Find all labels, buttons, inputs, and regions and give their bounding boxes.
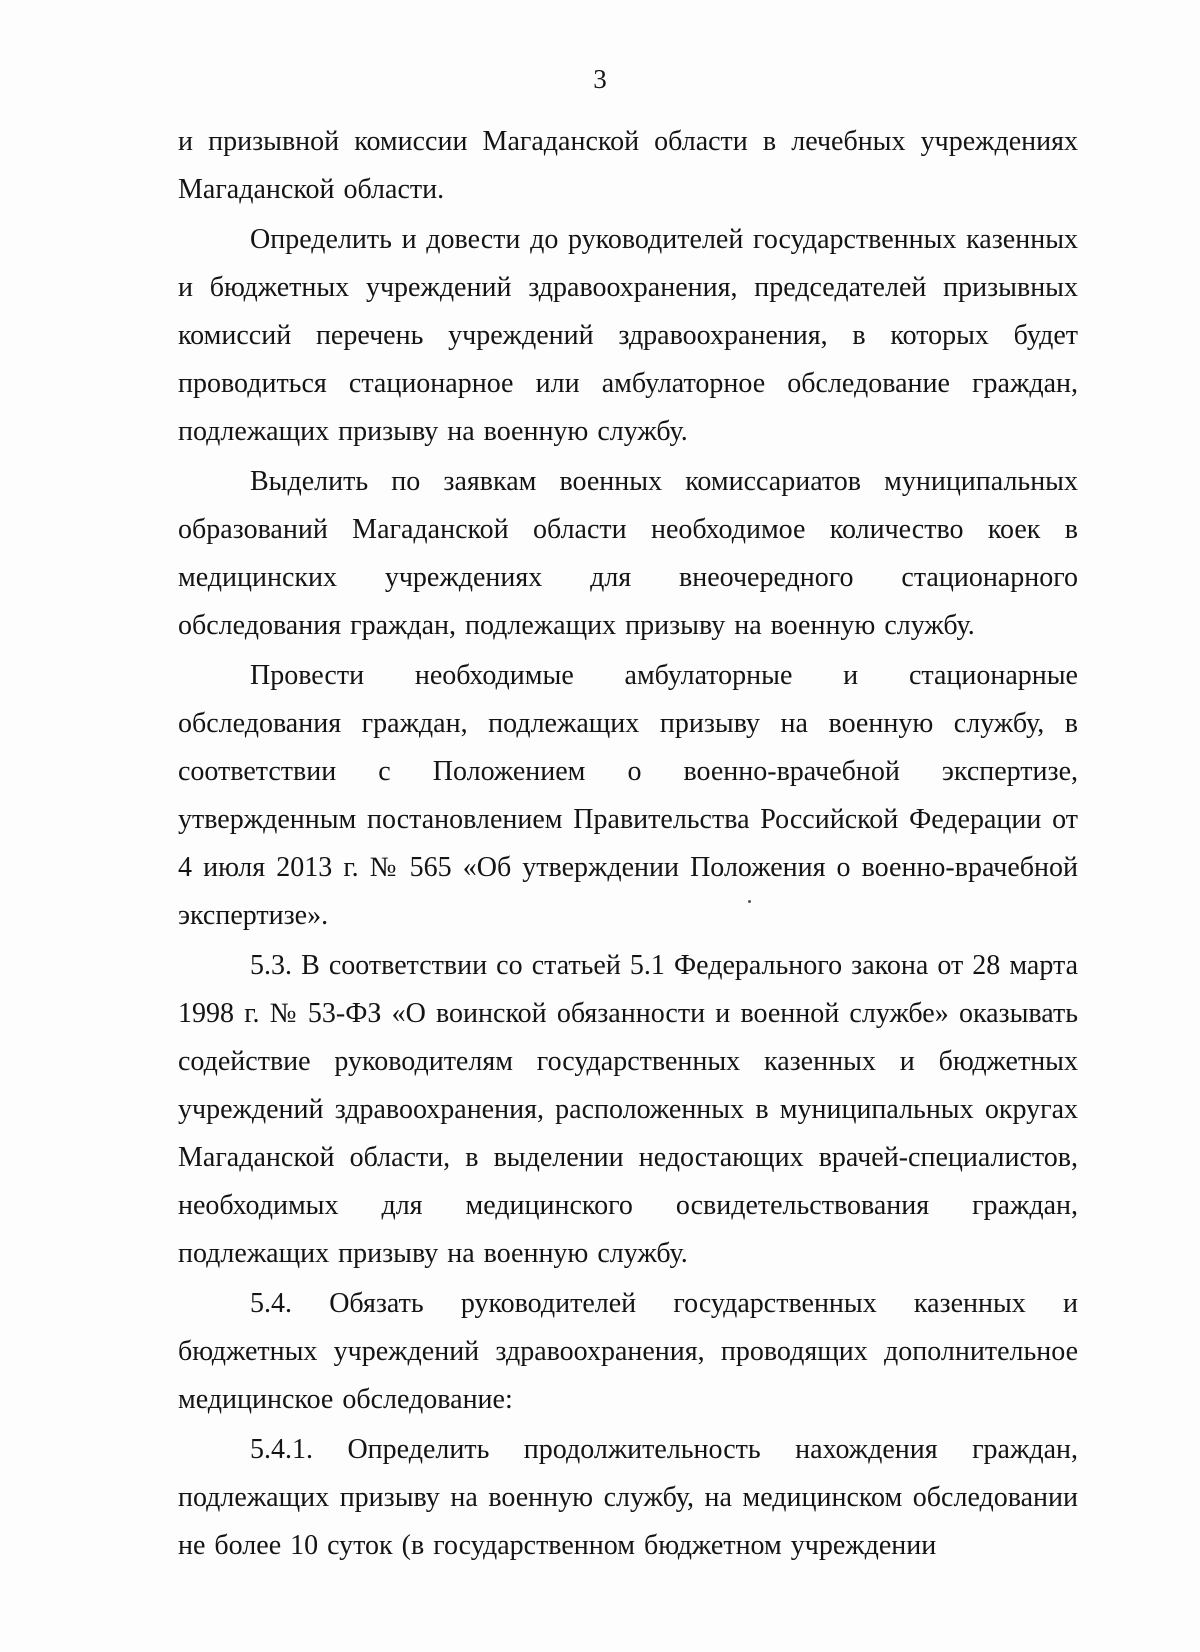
paragraph-allocate-beds: Выделить по заявкам военных комиссариатов муниципальных образований Магаданской области необходимое количество коек в медицинских учреждениях для внеочередного стационарного обследования граждан, подлежащих призыву на военную службу. xyxy=(178,466,1078,641)
scan-speck xyxy=(748,900,751,903)
paragraph-define-institutions: Определить и довести до руководителей государственных казенных и бюджетных учреждений здравоохранения, председателей призывных комиссий перечень учреждений здравоохранения, в которых будет проводиться стационарное или амбулаторное обследование граждан, подлежащих призыву на военную службу. xyxy=(178,224,1078,447)
paragraph-5-4: 5.4. Обязать руководителей государственных казенных и бюджетных учреждений здравоохранения, проводящих дополнительное медицинское обследование: xyxy=(178,1288,1078,1415)
paragraph-conduct-examinations: Провести необходимые амбулаторные и стационарные обследования граждан, подлежащих призыву на военную службу, в соответствии с Положением о военно-врачебной экспертизе, утвержденным постановлением Правительства Российской Федерации от 4 июля 2013 г. № 565 «Об утверждении Положения о военно-врачебной экспертизе». xyxy=(178,660,1078,931)
paragraph-5-3: 5.3. В соответствии со статьей 5.1 Федерального закона от 28 марта 1998 г. № 53-ФЗ «О воинской обязанности и военной службе» оказывать содействие руководителям государственных казенных и бюджетных учреждений здравоохранения, расположенных в муниципальных округах Магаданской области, в выделении недостающих врачей-специалистов, необходимых для медицинского освидетельствования граждан, подлежащих призыву на военную службу. xyxy=(178,950,1078,1269)
paragraph-5-4-1: 5.4.1. Определить продолжительность нахождения граждан, подлежащих призыву на военную службу, на медицинском обследовании не более 10 суток (в государственном бюджетном учреждении xyxy=(178,1434,1078,1561)
page-number: 3 xyxy=(593,64,607,94)
document-body xyxy=(178,118,1078,1570)
paragraph-continuation: и призывной комиссии Магаданской области в лечебных учреждениях Магаданской области. xyxy=(178,126,1078,205)
